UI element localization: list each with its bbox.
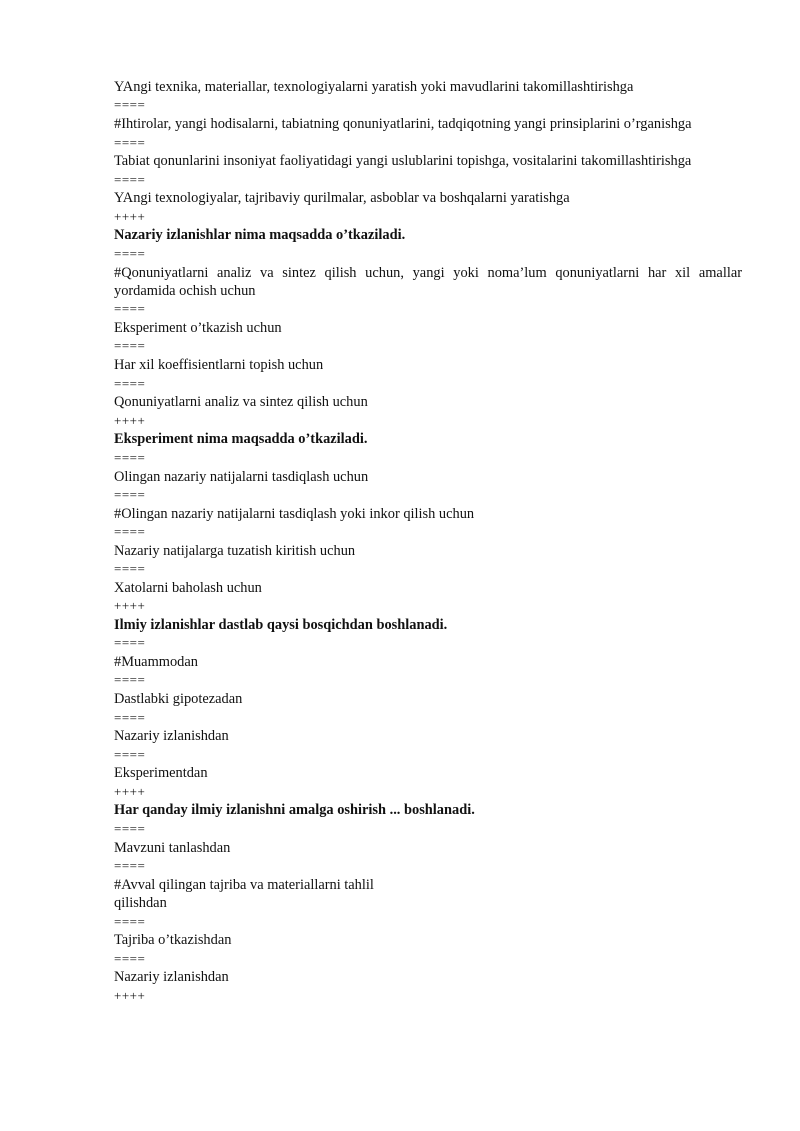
separator-line: ==== (114, 820, 146, 836)
question-text: Eksperiment nima maqsadda o’tkaziladi. (114, 431, 368, 448)
separator-line: ==== (114, 134, 146, 150)
separator-line: ++++ (114, 987, 146, 1003)
answer-option: Nazariy izlanishdan (114, 969, 229, 986)
answer-option: Tabiat qonunlarini insoniyat faoliyatidagi yangi uslublarini topishga, vositalarini takomillashtirishga (114, 153, 692, 170)
separator-line: ==== (114, 561, 146, 577)
separator-line: ==== (114, 635, 146, 651)
separator-line: ==== (114, 672, 146, 688)
separator-line: ==== (114, 858, 146, 873)
answer-option: Dastlabki gipotezadan (114, 691, 243, 708)
answer-option: Olingan nazariy natijalarni tasdiqlash uchun (114, 468, 369, 485)
answer-option: Nazariy izlanishdan (114, 728, 229, 745)
answer-option: Mavzuni tanlashdan (114, 839, 231, 856)
separator-line: ++++ (114, 783, 146, 799)
separator-line: ==== (114, 338, 146, 354)
separator-line: ++++ (114, 598, 146, 614)
answer-option: Qonuniyatlarni analiz va sintez qilish uchun (114, 394, 368, 411)
separator-line: ==== (114, 486, 146, 502)
separator-line: ==== (114, 746, 146, 762)
answer-option: #Muammodan (114, 654, 198, 671)
separator-line: ==== (114, 449, 146, 465)
answer-option: #Olingan nazariy natijalarni tasdiqlash yoki inkor qilish uchun (114, 505, 475, 522)
separator-line: ==== (114, 709, 146, 725)
question-text: Ilmiy izlanishlar dastlab qaysi bosqichdan boshlanadi. (114, 616, 448, 633)
separator-line: ++++ (114, 208, 146, 224)
answer-option: Xatolarni baholash uchun (114, 579, 262, 596)
separator-line: ==== (114, 171, 146, 187)
answer-option: Har xil koeffisientlarni topish uchun (114, 357, 324, 374)
separator-line: ==== (114, 301, 146, 317)
answer-option: YAngi texnologiyalar, tajribaviy qurilmalar, asboblar va boshqalarni yaratishga (114, 190, 570, 207)
answer-option: Eksperimentdan (114, 765, 208, 782)
separator-line: ==== (114, 97, 146, 113)
answer-option: Eksperiment o’tkazish uchun (114, 320, 282, 337)
separator-line: ==== (114, 524, 146, 540)
answer-option: Tajriba o’tkazishdan (114, 932, 232, 949)
question-text: Nazariy izlanishlar nima maqsadda o’tkaziladi. (114, 227, 406, 244)
separator-line: ++++ (114, 412, 146, 428)
separator-line: ==== (114, 913, 146, 929)
answer-option: Nazariy natijalarga tuzatish kiritish uchun (114, 542, 356, 559)
separator-line: ==== (114, 375, 146, 391)
answer-option: #Avval qilingan tajriba va materiallarni tahlil qilishdan (114, 876, 374, 912)
separator-line: ==== (114, 245, 146, 261)
separator-line: ==== (114, 950, 146, 966)
document-page (114, 78, 742, 1005)
question-text: Har qanday ilmiy izlanishni amalga oshirish ... boshlanadi. (114, 802, 475, 819)
answer-option: #Qonuniyatlarni analiz va sintez qilish uchun, yangi yoki noma’lum qonuniyatlarni har xil amallar yordamida ochish uchun (114, 264, 742, 299)
answer-option: YAngi texnika, materiallar, texnologiyalarni yaratish yoki mavudlarini takomillashtirishga (114, 79, 634, 95)
answer-option: #Ihtirolar, yangi hodisalarni, tabiatning qonuniyatlarini, tadqiqotning yangi prinsiplarini o’rganishga (114, 116, 692, 133)
